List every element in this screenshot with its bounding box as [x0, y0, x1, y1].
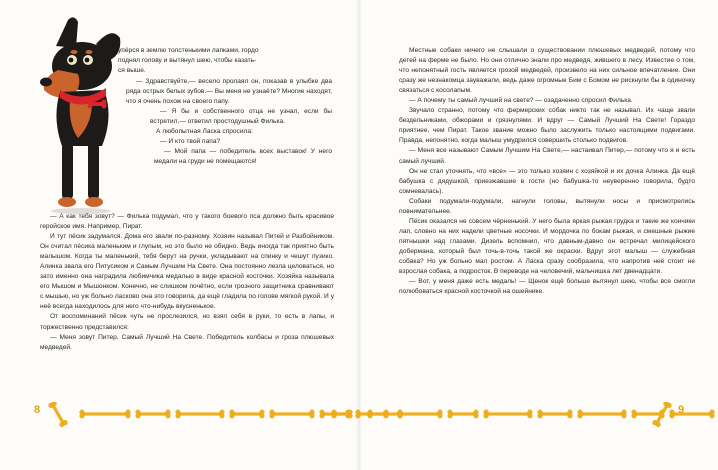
- paragraph: — Мой папа — победитель всех выставок! У него медали на груди не помещаются!: [154, 148, 332, 166]
- intro-line: ся выше.: [118, 67, 146, 75]
- bone-icon: [136, 410, 171, 418]
- right-main-text: [399, 46, 695, 297]
- intro-line: поднял голову и вытянул шею, чтобы казать-: [118, 57, 257, 65]
- bone-icon: [270, 410, 315, 418]
- left-wrap-text: [126, 77, 332, 167]
- dog-illustration: [16, 8, 134, 216]
- paragraph: — Меня зовут Питер. Самый Лучший На Свете. Победитель колбасы и гроза плюшевых медведей.: [40, 333, 334, 351]
- paragraph: Местные собаки ничего не слышали о существовании плюшевых медведей, потому что детей на ферме не было. Но они отлично знали про медведя, жившего в лесу. Известие о том, что непонятный гость является грозой медведей, произвело на них сильное впечатление. Они сразу же незнакомца зауважали, ведь даже огромные Бим с Бомом не рискнули бы в одиночку связаться с косолапым.: [399, 47, 695, 95]
- dog-nose: [40, 78, 52, 87]
- bone-icon: [484, 410, 533, 418]
- paragraph: — Вот, у меня даже есть медаль! — Щенок ещё больше вытянул шею, чтобы все смогли полюбоваться красной косточкой на ошейнике.: [399, 278, 695, 296]
- bone-border: [0, 402, 718, 432]
- page-number-right: 9: [678, 404, 685, 416]
- dog-leg-front-left: [62, 142, 73, 200]
- paragraph: Звучало странно, потому что фермерских собак никто так не называл. Их чаще звали бездельниками, обжорами и грязнулями. И вдруг — Самый Лучший На Свете! Гораздо приятнее, чем Пират. Такое звание можно было заслужить только настоящими подвигами. Правда, непонятно, когда малыш умудрился совершить столько подвигов.: [399, 107, 695, 145]
- paragraph: От воспоминаний пёсик чуть не прослезился, но взял себя в руки, то есть в лапы, и торжественно представился:: [40, 313, 334, 331]
- paragraph: — А как тебя зовут? — Филька подумал, что у такого боевого пса должно быть красивое геройское имя. Например, Пират.: [40, 213, 334, 231]
- paragraph: А любопытная Ласка спросила:: [156, 128, 253, 136]
- bone-icon: [368, 410, 389, 418]
- bone-icon: [230, 410, 265, 418]
- intro-line: упёрся в землю толстенькими лапками, гордо: [118, 47, 259, 54]
- bone-icon: [80, 410, 131, 418]
- left-intro-text: [118, 46, 334, 76]
- page-number-left: 8: [34, 404, 41, 416]
- dog-paw-left: [58, 197, 76, 207]
- paragraph: — А почему ты самый лучший на свете? — озадаченно спросил Филька.: [409, 97, 633, 105]
- paragraph: — И кто твой папа?: [160, 138, 221, 146]
- dog-leg-front-right: [88, 142, 99, 200]
- paragraph: — Здравствуйте,— весело пролаял он, показав в улыбке два ряда острых белых зубов.— Вы меня не узнаёте? Многие находят, что я очень похож на своего папу.: [126, 78, 332, 106]
- paragraph: Собаки подумали-подумали, нагнули головы, вытянули носы и присмотрелись повнимательнее.: [399, 197, 695, 215]
- dog-paw-right: [85, 197, 103, 207]
- right-page: [359, 0, 718, 470]
- paragraph: — Я бы и собственного отца не узнал, если бы встретил,— ответил простодушный Филька.: [150, 108, 332, 126]
- paragraph: И тут пёсик задумался. Дома его звали по-разному. Хозяин называл Питей и Разбойником. Он считал пёсика маленьким и глупым, но это было не обидно. Ведь иногда так приятно быть малышом. Когда ты маленький, тебя берут на ручки, укладывают на спинку и чешут пузико. Алинка звала его Питусиком и Самым Лучшим На Свете. Она постоянно лезла целоваться, но зато именно она наградила любимчика медалью в виде красной косточки. Хозяйка называла его Мышом и Мышонком. Конечно, не слишком почётно, если грозного защитника сравнивают с мышью, но уж больно ласково она это говорила, да ещё гладила по голове мягкой рукой. И у неё всегда находилось для него что-нибудь вкусненькое.: [40, 233, 334, 311]
- paragraph: Он не стал уточнять, что «все» — это только хозяин с хозяйкой и их дочка Алинка. Да ещё бабушка с дядушкой, приезжавшие в гости (но бабушка-то неуверенно говорила, будто сомневалась).: [399, 167, 695, 195]
- bone-icon: [398, 410, 443, 418]
- bone-icon: [48, 402, 69, 428]
- bone-icon: [670, 410, 715, 418]
- bone-icon: [176, 410, 225, 418]
- left-main-text: [40, 212, 334, 353]
- bone-icon: [448, 410, 479, 418]
- bone-icon: [538, 410, 573, 418]
- paragraph: — Меня все называют Самым Лучшим На Свете,— настаивал Питер,— потому что я и есть самый лучший.: [399, 147, 695, 165]
- bone-icon: [578, 410, 627, 418]
- bone-icon: [332, 410, 353, 418]
- paragraph: Пёсик оказался не совсем чёрненький. У него была яркая рыжая грудка и такие же кончики лап, словно на них надели цветные носочки. И мордочка по бокам рыжая, и смешные рыжие пятнышки над глазами. Дизель вспомнил, что давным-давно он встречал милицейского добермана, который был точь-в-точь такой же окраски. Вдруг этот малыш — служебная собака? Но уж больно мал ростом. А Ласка сразу сообразила, что напротив неё стоит не взрослая собака, а подросток. В переводе на человечий, мальчишка лет двенадцати.: [399, 217, 695, 276]
